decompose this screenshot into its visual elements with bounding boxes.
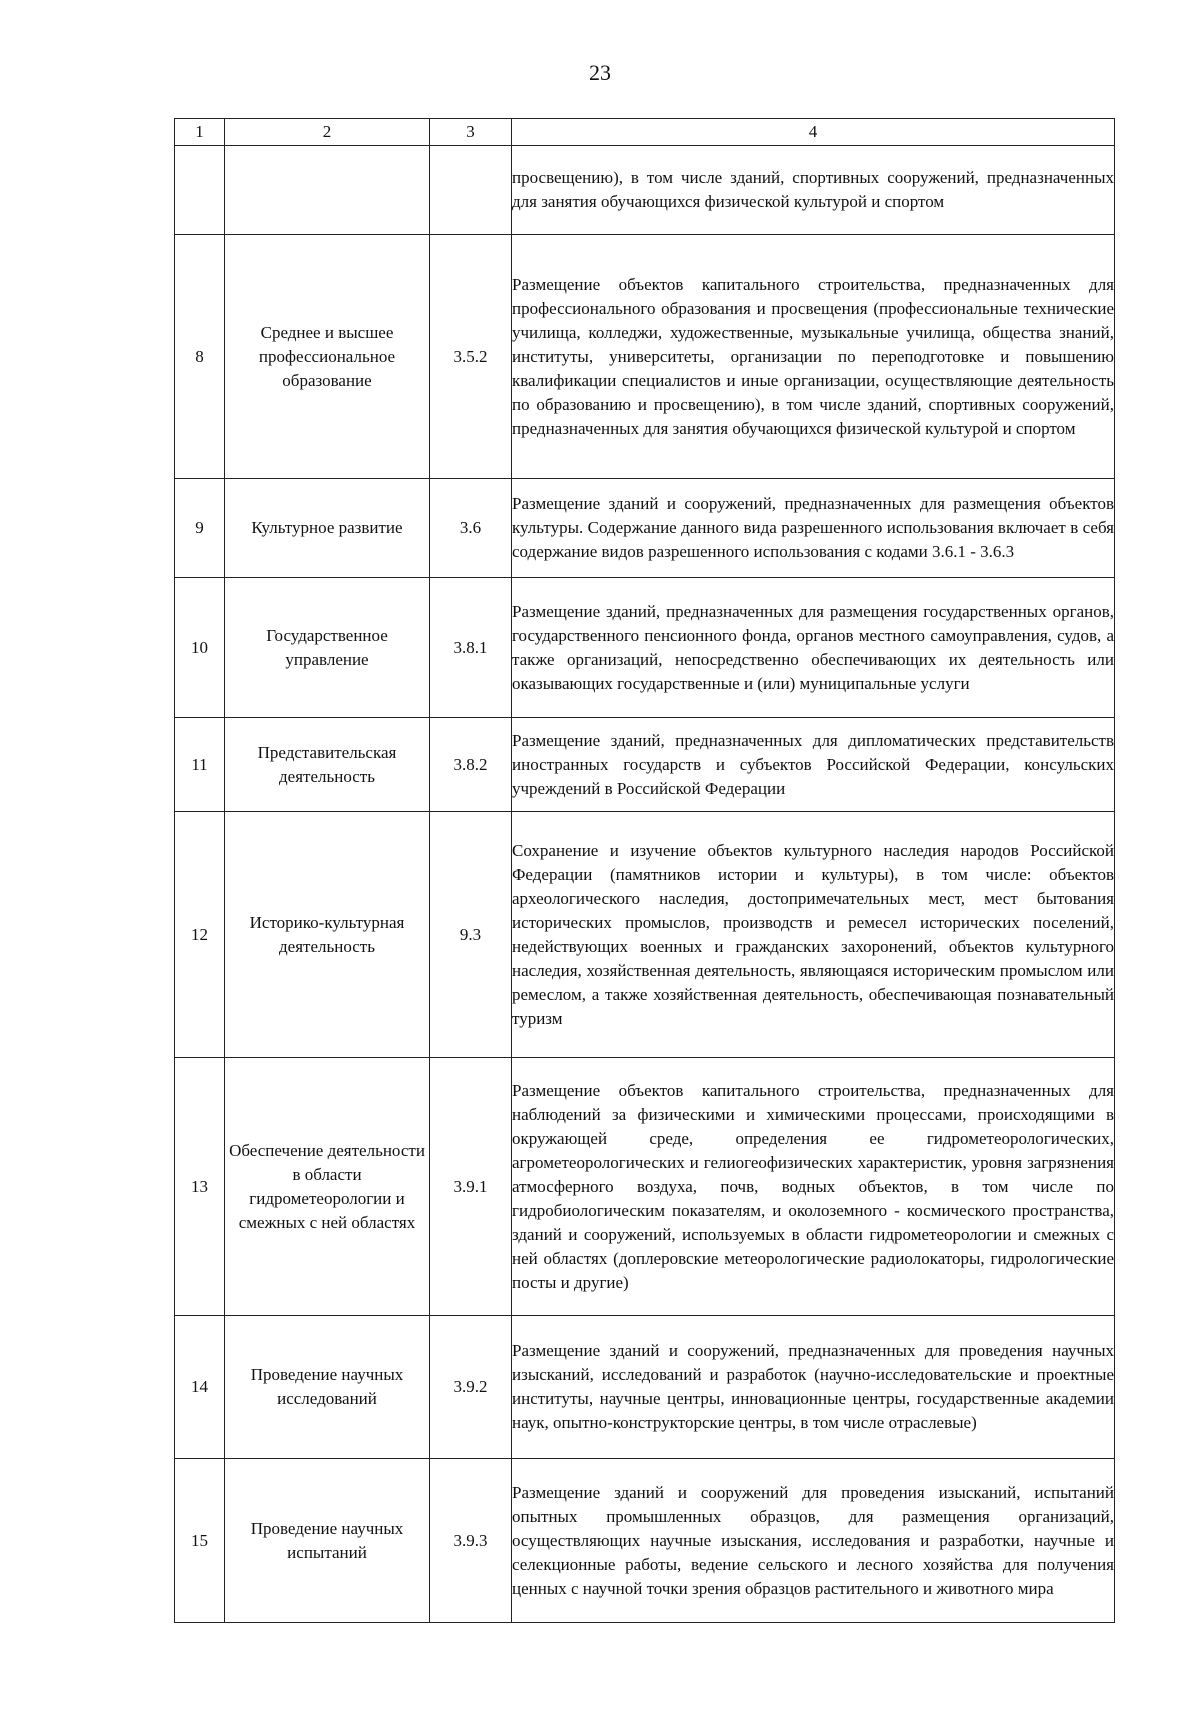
use-type-name: Обеспечение деятельности в области гидрометеорологии и смежных с ней областях [225, 1058, 430, 1316]
use-type-code [430, 146, 512, 235]
use-type-name: Историко-культурная деятельность [225, 812, 430, 1058]
use-type-description: Сохранение и изучение объектов культурного наследия народов Российской Федерации (памятников истории и культуры), в том числе: объектов археологического наследия, достопримечательных мест, мест бытования исторических промыслов, производств и ремесел исторических поселений, недействующих военных и гражданских захоронений, объектов культурного наследия, хозяйственная деятельность, являющаяся историческим промыслом или ремеслом, а также хозяйственная деятельность, обеспечивающая познавательный туризм [512, 812, 1115, 1058]
land-use-table [174, 118, 1115, 1623]
row-number: 8 [175, 235, 225, 479]
use-type-code: 3.9.2 [430, 1316, 512, 1459]
use-type-name: Проведение научных исследований [225, 1316, 430, 1459]
table-row [175, 1058, 1115, 1316]
use-type-code: 9.3 [430, 812, 512, 1058]
use-type-description: Размещение зданий и сооружений для проведения изысканий, испытаний опытных промышленных образцов, для размещения организаций, осуществляющих научные изыскания, исследования и разработки, научные и селекционные работы, ведение сельского и лесного хозяйства для получения ценных с научной точки зрения образцов растительного и животного мира [512, 1459, 1115, 1623]
table-row [175, 812, 1115, 1058]
row-number: 9 [175, 479, 225, 578]
table-row [175, 146, 1115, 235]
use-type-description: Размещение зданий, предназначенных для дипломатических представительств иностранных государств и субъектов Российской Федерации, консульских учреждений в Российской Федерации [512, 718, 1115, 812]
use-type-code: 3.8.2 [430, 718, 512, 812]
row-number: 14 [175, 1316, 225, 1459]
use-type-description: Размещение объектов капитального строительства, предназначенных для наблюдений за физическими и химическими процессами, происходящими в окружающей среде, определения ее гидрометеорологических, агрометеорологических и гелиогеофизических характеристик, уровня загрязнения атмосферного воздуха, почв, водных объектов, в том числе по гидробиологическим показателям, и околоземного - космического пространства, зданий и сооружений, используемых в области гидрометеорологии и смежных с ней областях (доплеровские метеорологические радиолокаторы, гидрологические посты и другие) [512, 1058, 1115, 1316]
table-row [175, 718, 1115, 812]
use-type-name: Среднее и высшее профессиональное образование [225, 235, 430, 479]
use-type-description: Размещение зданий, предназначенных для размещения государственных органов, государственного пенсионного фонда, органов местного самоуправления, судов, а также организаций, непосредственно обеспечивающих их деятельность или оказывающих государственные и (или) муниципальные услуги [512, 578, 1115, 718]
page-number: 23 [589, 60, 611, 85]
use-type-code: 3.5.2 [430, 235, 512, 479]
use-type-description: Размещение зданий и сооружений, предназначенных для размещения объектов культуры. Содержание данного вида разрешенного использования включает в себя содержание видов разрешенного использования с кодами 3.6.1 - 3.6.3 [512, 479, 1115, 578]
table-row [175, 1459, 1115, 1623]
table-header-row [175, 119, 1115, 146]
use-type-description: просвещению), в том числе зданий, спортивных сооружений, предназначенных для занятия обучающихся физической культурой и спортом [512, 146, 1115, 235]
row-number: 13 [175, 1058, 225, 1316]
row-number: 11 [175, 718, 225, 812]
use-type-code: 3.8.1 [430, 578, 512, 718]
use-type-code: 3.9.1 [430, 1058, 512, 1316]
use-type-name: Проведение научных испытаний [225, 1459, 430, 1623]
table-row [175, 235, 1115, 479]
use-type-code: 3.6 [430, 479, 512, 578]
use-type-name: Государственное управление [225, 578, 430, 718]
table-row [175, 1316, 1115, 1459]
use-type-description: Размещение объектов капитального строительства, предназначенных для профессионального образования и просвещения (профессиональные технические училища, колледжи, художественные, музыкальные училища, общества знаний, институты, университеты, организации по переподготовке и повышению квалификации специалистов и иные организации, осуществляющие деятельность по образованию и просвещению), в том числе зданий, спортивных сооружений, предназначенных для занятия обучающихся физической культурой и спортом [512, 235, 1115, 479]
row-number: 12 [175, 812, 225, 1058]
use-type-name [225, 146, 430, 235]
table-row [175, 578, 1115, 718]
use-type-description: Размещение зданий и сооружений, предназначенных для проведения научных изысканий, исследований и разработок (научно-исследовательские и проектные институты, научные центры, инновационные центры, государственные академии наук, опытно-конструкторские центры, в том числе отраслевые) [512, 1316, 1115, 1459]
use-type-name: Представительская деятельность [225, 718, 430, 812]
use-type-name: Культурное развитие [225, 479, 430, 578]
use-type-code: 3.9.3 [430, 1459, 512, 1623]
column-header-name: 2 [225, 119, 430, 146]
row-number [175, 146, 225, 235]
column-header-number: 1 [175, 119, 225, 146]
row-number: 10 [175, 578, 225, 718]
row-number: 15 [175, 1459, 225, 1623]
column-header-code: 3 [430, 119, 512, 146]
table-row [175, 479, 1115, 578]
column-header-description: 4 [512, 119, 1115, 146]
